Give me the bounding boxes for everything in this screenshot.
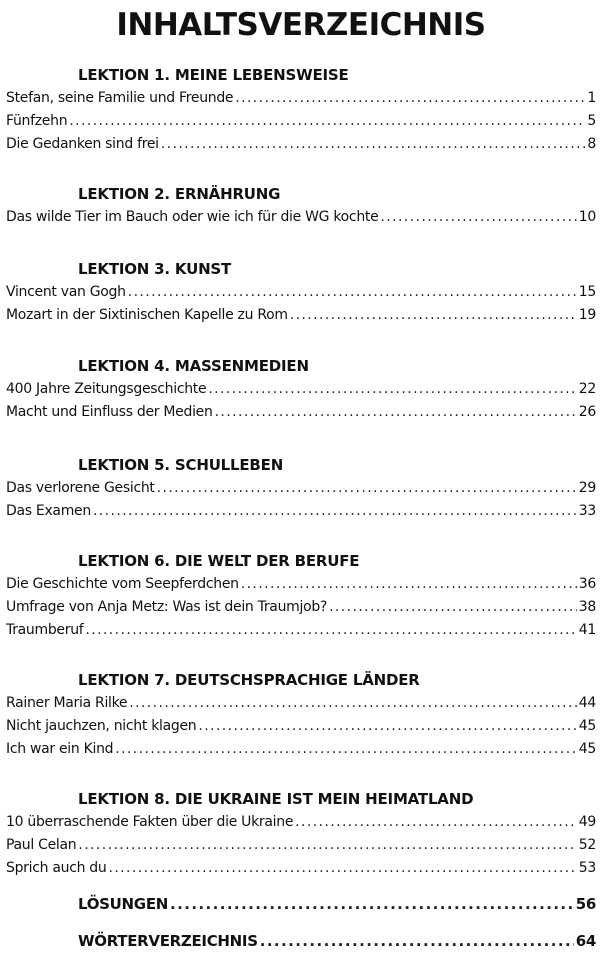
dot-leader bbox=[129, 692, 577, 715]
entry-page: 8 bbox=[587, 136, 596, 152]
dot-leader bbox=[115, 738, 577, 761]
entry-title: Das wilde Tier im Bauch oder wie ich für die WG kochte bbox=[6, 209, 379, 225]
toc-entry[interactable] bbox=[6, 715, 596, 738]
entry-title: Die Gedanken sind frei bbox=[6, 136, 159, 152]
dot-leader bbox=[69, 110, 585, 133]
toc-entry[interactable] bbox=[6, 378, 596, 401]
lesson-1 bbox=[6, 63, 596, 156]
toc-entry[interactable] bbox=[6, 110, 596, 133]
dot-leader bbox=[208, 378, 576, 401]
lesson-heading: LEKTION 6. DIE WELT DER BERUFE bbox=[78, 552, 360, 570]
toc-entry[interactable] bbox=[6, 401, 596, 424]
entry-title: Fünfzehn bbox=[6, 113, 68, 129]
entry-title: Mozart in der Sixtinischen Kapelle zu Rom bbox=[6, 307, 288, 323]
lesson-3 bbox=[6, 257, 596, 327]
dot-leader bbox=[215, 401, 577, 424]
entry-title: Umfrage von Anja Metz: Was ist dein Traumjob? bbox=[6, 599, 328, 615]
toc-entry[interactable] bbox=[6, 811, 596, 834]
entry-title: 10 überraschende Fakten über die Ukraine bbox=[6, 814, 294, 830]
entry-page: 45 bbox=[578, 718, 596, 734]
lesson-heading: LEKTION 3. KUNST bbox=[78, 260, 232, 278]
dot-leader bbox=[157, 477, 577, 500]
entry-title: Rainer Maria Rilke bbox=[6, 695, 128, 711]
entry-page: 64 bbox=[575, 932, 596, 950]
toc-entry[interactable] bbox=[6, 281, 596, 304]
entry-page: 33 bbox=[578, 503, 596, 519]
dot-leader bbox=[380, 206, 576, 229]
dot-leader bbox=[241, 573, 577, 596]
entry-page: 56 bbox=[575, 895, 596, 913]
toc-entry[interactable] bbox=[6, 692, 596, 715]
lesson-6 bbox=[6, 549, 596, 642]
toc-entry[interactable] bbox=[6, 477, 596, 500]
page-title: INHALTSVERZEICHNIS bbox=[116, 7, 486, 43]
entry-page: 29 bbox=[578, 480, 596, 496]
dot-leader bbox=[235, 87, 585, 110]
dot-leader bbox=[295, 811, 577, 834]
solutions-section bbox=[6, 891, 596, 917]
dot-leader bbox=[78, 834, 576, 857]
lesson-7 bbox=[6, 668, 596, 761]
entry-page: 19 bbox=[578, 307, 596, 323]
entry-page: 49 bbox=[578, 814, 596, 830]
entry-page: 44 bbox=[578, 695, 596, 711]
lesson-4 bbox=[6, 354, 596, 424]
entry-title: Vincent van Gogh bbox=[6, 284, 126, 300]
dot-leader bbox=[85, 619, 576, 642]
entry-title: 400 Jahre Zeitungsgeschichte bbox=[6, 381, 207, 397]
entry-page: 10 bbox=[578, 209, 596, 225]
lesson-heading: LEKTION 5. SCHULLEBEN bbox=[78, 456, 284, 474]
dot-leader bbox=[198, 715, 576, 738]
dot-leader bbox=[260, 928, 574, 954]
entry-title: Stefan, seine Familie und Freunde bbox=[6, 90, 234, 106]
entry-page: 5 bbox=[587, 113, 596, 129]
lesson-heading: LEKTION 8. DIE UKRAINE IST MEIN HEIMATLAND bbox=[78, 790, 474, 808]
toc-entry[interactable] bbox=[6, 573, 596, 596]
entry-page: 52 bbox=[578, 837, 596, 853]
lesson-heading: LEKTION 1. MEINE LEBENSWEISE bbox=[78, 66, 349, 84]
entry-title: Ich war ein Kind bbox=[6, 741, 114, 757]
dot-leader bbox=[128, 281, 577, 304]
dot-leader bbox=[93, 500, 577, 523]
lesson-5 bbox=[6, 453, 596, 523]
entry-title: Die Geschichte vom Seepferdchen bbox=[6, 576, 239, 592]
entry-title: Nicht jauchzen, nicht klagen bbox=[6, 718, 197, 734]
glossary-entry[interactable] bbox=[78, 928, 596, 954]
entry-title: Traumberuf bbox=[6, 622, 84, 638]
entry-title: WÖRTERVERZEICHNIS bbox=[78, 932, 258, 950]
lesson-2 bbox=[6, 182, 596, 229]
toc-entry[interactable] bbox=[6, 500, 596, 523]
entry-page: 38 bbox=[578, 599, 596, 615]
entry-page: 26 bbox=[578, 404, 596, 420]
toc-entry[interactable] bbox=[6, 133, 596, 156]
lesson-heading: LEKTION 7. DEUTSCHSPRACHIGE LÄNDER bbox=[78, 671, 420, 689]
toc-entry[interactable] bbox=[6, 206, 596, 229]
entry-page: 15 bbox=[578, 284, 596, 300]
entry-title: Macht und Einfluss der Medien bbox=[6, 404, 213, 420]
entry-title: Das verlorene Gesicht bbox=[6, 480, 155, 496]
dot-leader bbox=[108, 857, 576, 880]
entry-title: Sprich auch du bbox=[6, 860, 107, 876]
entry-page: 41 bbox=[578, 622, 596, 638]
toc-entry[interactable] bbox=[6, 857, 596, 880]
toc-entry[interactable] bbox=[6, 304, 596, 327]
dot-leader bbox=[329, 596, 577, 619]
toc-entry[interactable] bbox=[6, 87, 596, 110]
solutions-entry[interactable] bbox=[78, 891, 596, 917]
toc-entry[interactable] bbox=[6, 619, 596, 642]
glossary-section bbox=[6, 928, 596, 954]
entry-page: 36 bbox=[578, 576, 596, 592]
dot-leader bbox=[290, 304, 577, 327]
toc-entry[interactable] bbox=[6, 834, 596, 857]
entry-title: Das Examen bbox=[6, 503, 91, 519]
entry-title: Paul Celan bbox=[6, 837, 77, 853]
toc-entry[interactable] bbox=[6, 738, 596, 761]
toc-entry[interactable] bbox=[6, 596, 596, 619]
entry-page: 22 bbox=[578, 381, 596, 397]
entry-page: 45 bbox=[578, 741, 596, 757]
lesson-8 bbox=[6, 787, 596, 880]
dot-leader bbox=[161, 133, 586, 156]
dot-leader bbox=[170, 891, 574, 917]
lesson-heading: LEKTION 4. MASSENMEDIEN bbox=[78, 357, 309, 375]
lesson-heading: LEKTION 2. ERNÄHRUNG bbox=[78, 185, 281, 203]
entry-page: 1 bbox=[587, 90, 596, 106]
entry-page: 53 bbox=[578, 860, 596, 876]
entry-title: LÖSUNGEN bbox=[78, 895, 169, 913]
